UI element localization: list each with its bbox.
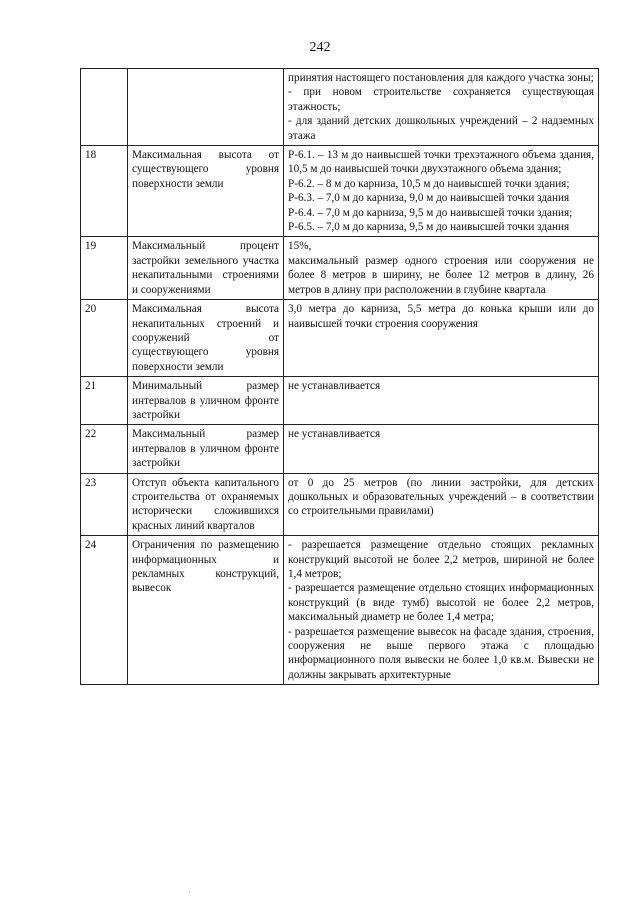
table-row (81, 425, 599, 473)
table-row (81, 69, 599, 146)
row-number: 18 (81, 146, 128, 237)
parameter-name: Максимальный размер интервалов в уличном фронте застройки (128, 425, 284, 473)
row-number: 22 (81, 425, 128, 473)
value-line: 3,0 метра до карниза, 5,5 метра до конька крыши или до наивысшей точки строения сооружения (288, 303, 594, 330)
table-row (81, 146, 599, 237)
value-line: не устанавливается (288, 380, 381, 393)
regulations-table (80, 68, 599, 685)
value-line: - разрешается размещение отдельно стоящих рекламных конструкций высотой не более 2,2 метров, шириной не более 1,4 метров; (288, 539, 594, 580)
parameter-value (284, 237, 599, 300)
value-line: - при новом строительстве сохраняется существующая этажность; (288, 86, 594, 113)
value-line: - для зданий детских дошкольных учреждений – 2 надземных этажа (288, 115, 594, 142)
value-line: 15%, (288, 240, 312, 253)
parameter-value (284, 377, 599, 425)
table-row (81, 300, 599, 377)
parameter-name: Минимальный размер интервалов в уличном фронте застройки (128, 377, 284, 425)
value-line: - разрешается размещение отдельно стоящих информационных конструкций (в виде тумб) высотой не более 2,2 метров, максимальный диаметр не более 1,4 метра; (288, 582, 594, 624)
value-line: не устанавливается (288, 428, 381, 441)
value-line: - разрешается размещение вывесок на фасаде здания, строения, сооружения не выше первого этажа с площадью информационного поля вывески не более 1,0 кв.м. Вывески не должны закрывать архитектурные (288, 625, 594, 681)
parameter-name: Отступ объекта капитального строительства от охраняемых исторически сложившихся красных линий кварталов (128, 473, 284, 536)
row-number: 19 (81, 237, 128, 300)
value-line: Р-6.4. – 7,0 м до карниза, 9,5 м до наивысшей точки здания; (288, 206, 573, 219)
parameter-value (284, 536, 599, 685)
value-line: Р-6.1. – 13 м до наивысшей точки трехэтажного объема здания, 10,5 м до наивысшей точки двухэтажного объема здания; (288, 149, 594, 176)
table-body (81, 69, 599, 685)
value-line: максимальный размер одного строения или сооружения не более 8 метров в ширину, не более 12 метров в длину, 26 метров в длину при расположении в глубине квартала (288, 254, 594, 296)
parameter-name: Максимальная высота от существующего уровня поверхности земли (128, 146, 284, 237)
parameter-value (284, 69, 599, 146)
value-line: от 0 до 25 метров (по линии застройки, для детских дошкольных и образовательных учреждений – в соответствии со строительными правилами) (288, 476, 594, 518)
parameter-value (284, 473, 599, 536)
parameter-name: Максимальный процент застройки земельного участка некапитальными строениями и сооружениями (128, 237, 284, 300)
table-row (81, 377, 599, 425)
row-number: 23 (81, 473, 128, 536)
value-line: принятия настоящего постановления для каждого участка зоны; (288, 72, 594, 84)
table-row (81, 473, 599, 536)
scan-artifact: · (188, 887, 191, 897)
parameter-value (284, 425, 599, 473)
parameter-value (284, 300, 599, 377)
value-line: Р-6.3. – 7,0 м до карниза, 9,0 м до наивысшей точки здания (288, 192, 570, 205)
row-number (81, 69, 128, 146)
parameter-name: Максимальная высота некапитальных строений и сооружений от существующего уровня поверхности земли (128, 300, 284, 377)
row-number: 20 (81, 300, 128, 377)
value-line: Р-6.2. – 8 м до карниза, 10,5 м до наивысшей точки здания; (288, 177, 570, 190)
parameter-value (284, 146, 599, 237)
parameter-name (128, 69, 284, 146)
row-number: 21 (81, 377, 128, 425)
row-number: 24 (81, 536, 128, 685)
value-line: Р-6.5. – 7,0 м до карниза, 9,5 м до наивысшей точки здания (288, 221, 570, 234)
table-row (81, 536, 599, 685)
parameter-name: Ограничения по размещению информационных и рекламных конструкций, вывесок (128, 536, 284, 685)
page-number: 242 (309, 40, 331, 55)
table-row (81, 237, 599, 300)
